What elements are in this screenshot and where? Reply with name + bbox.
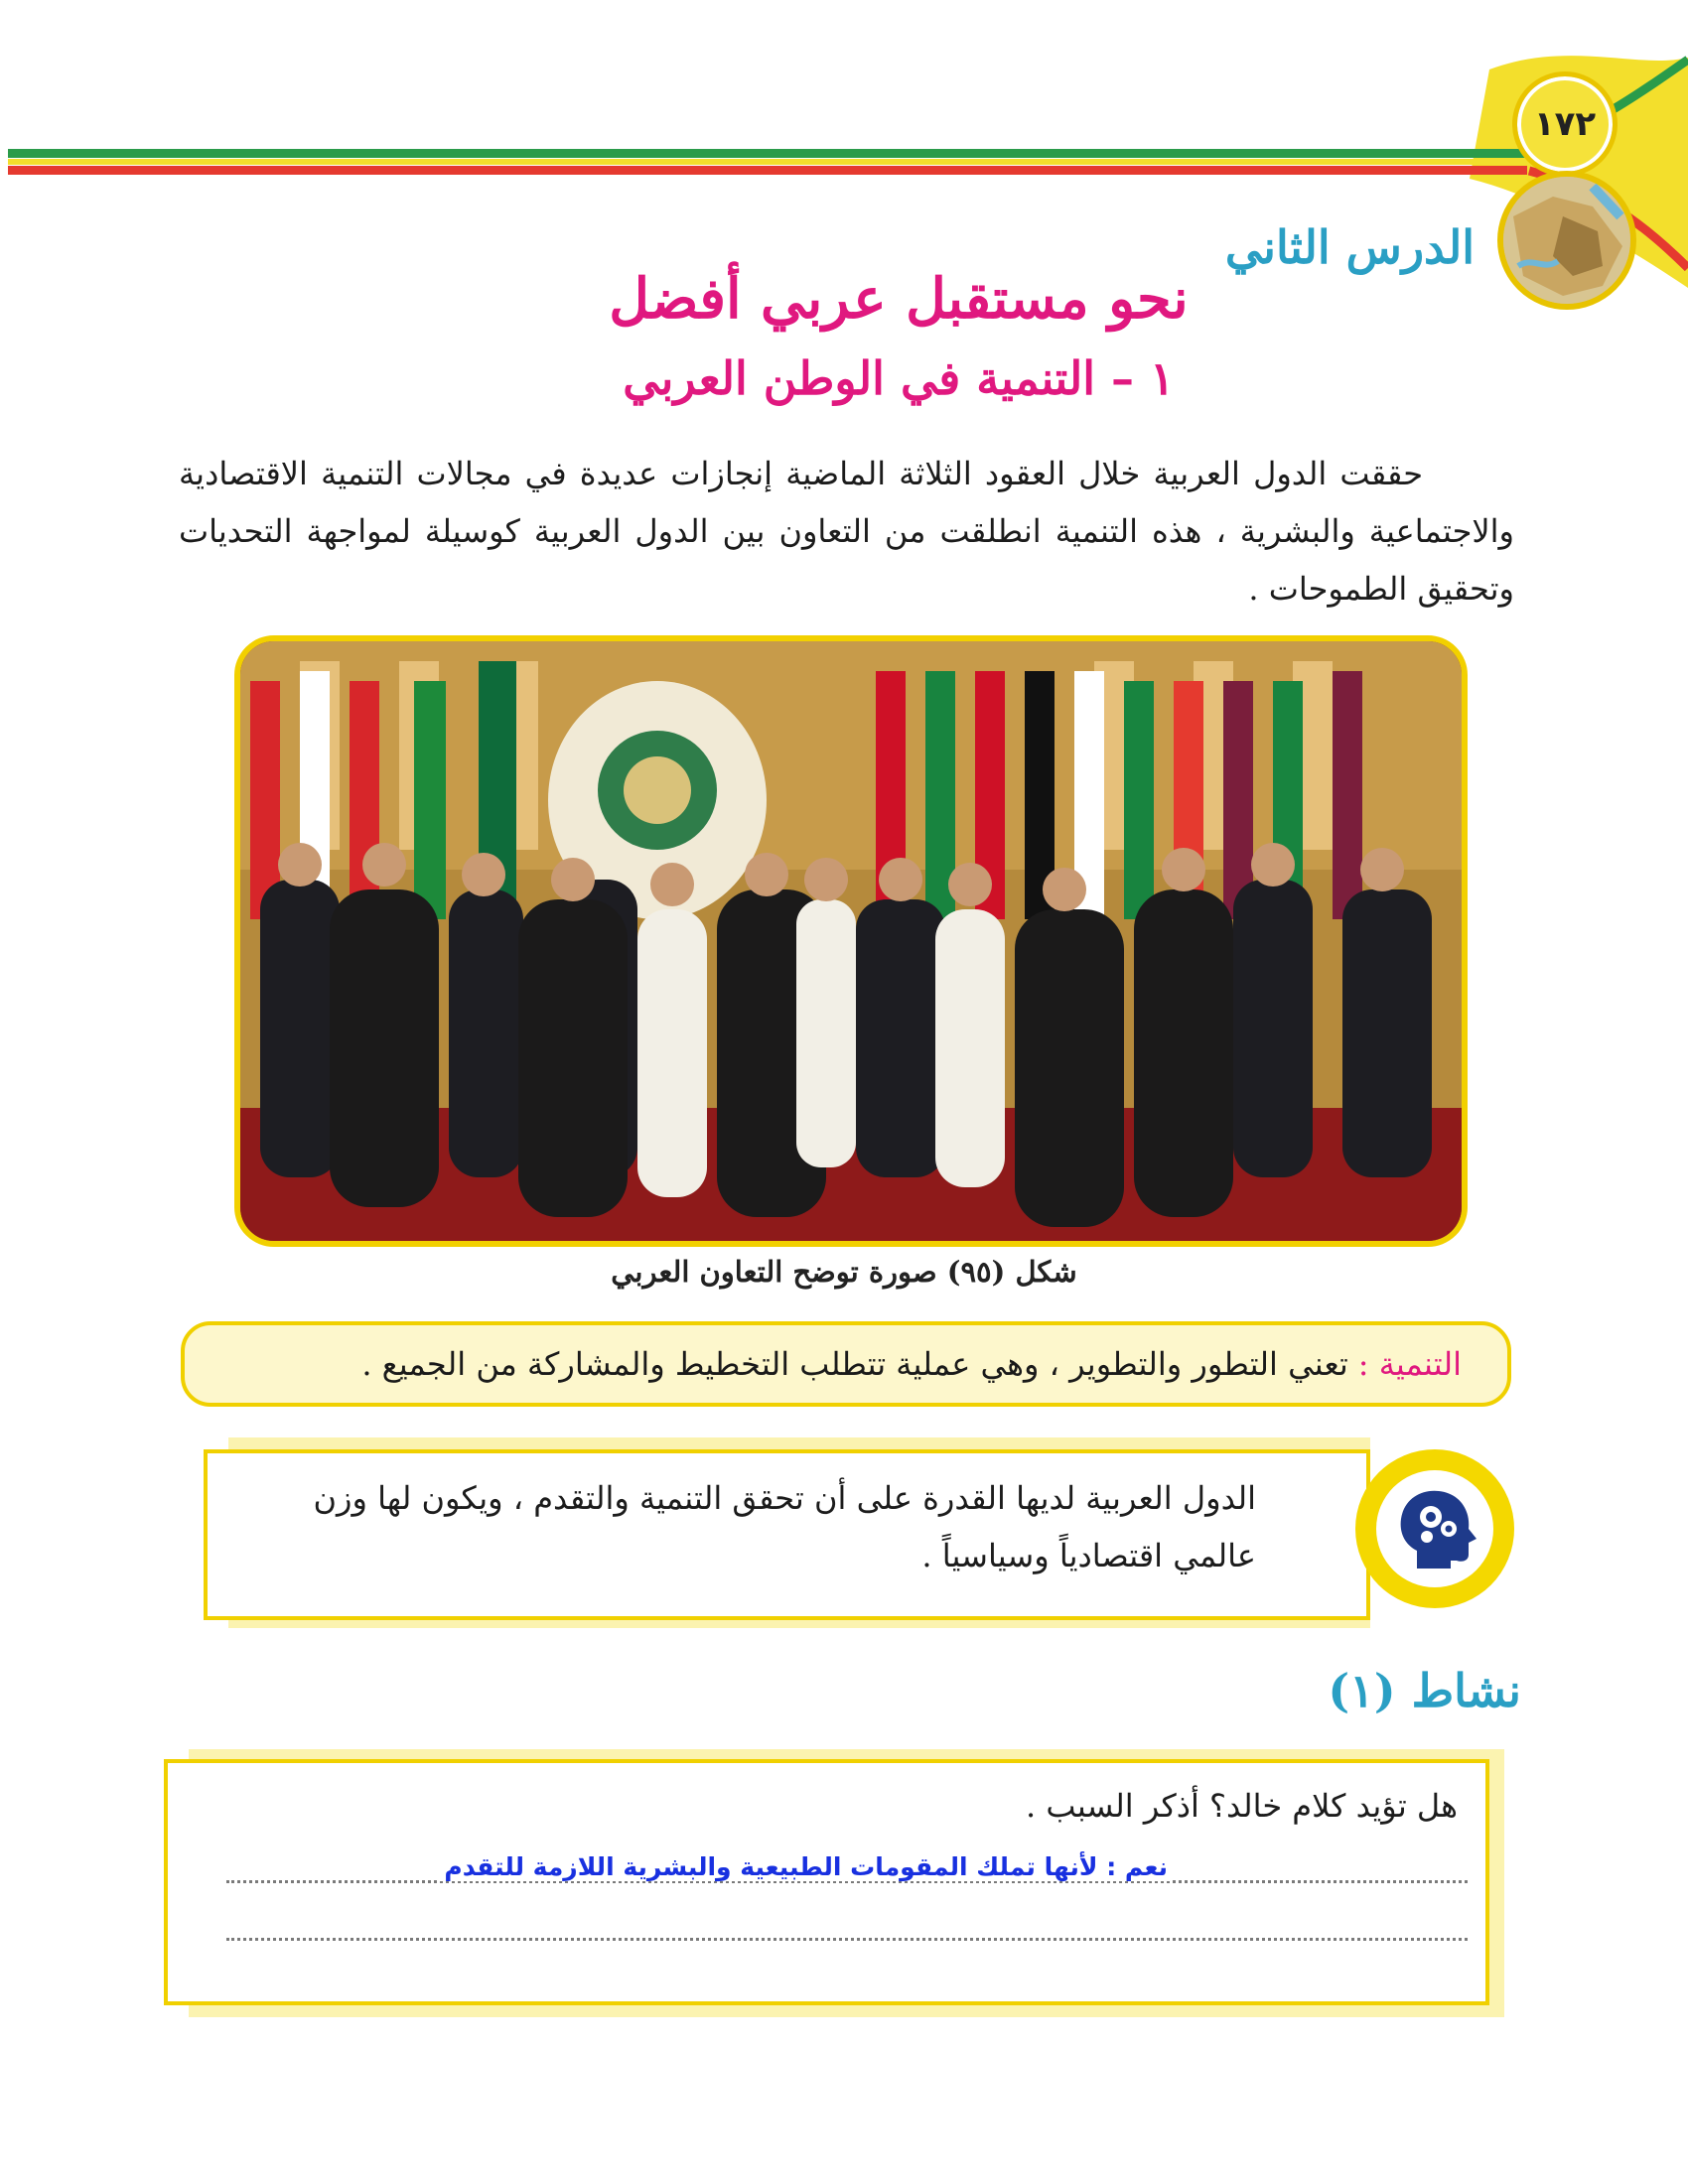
page-title: نحو مستقبل عربي أفضل (609, 266, 1189, 332)
answer-line-2[interactable] (226, 1936, 1468, 1941)
section-subtitle: ١ – التنمية في الوطن العربي (623, 351, 1175, 405)
activity-title: نشاط (١) (1328, 1664, 1521, 1717)
brain-gears-icon (1355, 1449, 1514, 1608)
figure-caption: شكل (٩٥) صورة توضح التعاون العربي (611, 1255, 1077, 1289)
definition-term: التنمية : (1357, 1345, 1462, 1383)
summit-photo (234, 635, 1468, 1247)
callout-text: الدول العربية لديها القدرة على أن تحقق التنمية والتقدم ، ويكون لها وزن عالمي اقتصادياً وسياسياً . (313, 1479, 1256, 1574)
lesson-label: الدرس الثاني (1224, 220, 1475, 274)
intro-paragraph: حققت الدول العربية خلال العقود الثلاثة الماضية إنجازات عديدة في مجالات التنمية الاقتصادية والاجتماعية والبشرية ، هذه التنمية انطلقت من التعاون بين الدول العربية كوسيلة لمواجهة التحديات وتحقيق الطموحات . (179, 455, 1514, 608)
definition-text: تعني التطور والتطوير ، وهي عملية تتطلب التخطيط والمشاركة من الجميع . (361, 1345, 1348, 1383)
activity-question: هل تؤيد كلام خالد؟ أذكر السبب . (1026, 1787, 1458, 1825)
handwritten-answer: نعم : لأنها تملك المقومات الطبيعية والبشرية اللازمة للتقدم (440, 1852, 1172, 1881)
definition-box (181, 1321, 1511, 1407)
page-number: ١٧٢ (1512, 71, 1618, 177)
